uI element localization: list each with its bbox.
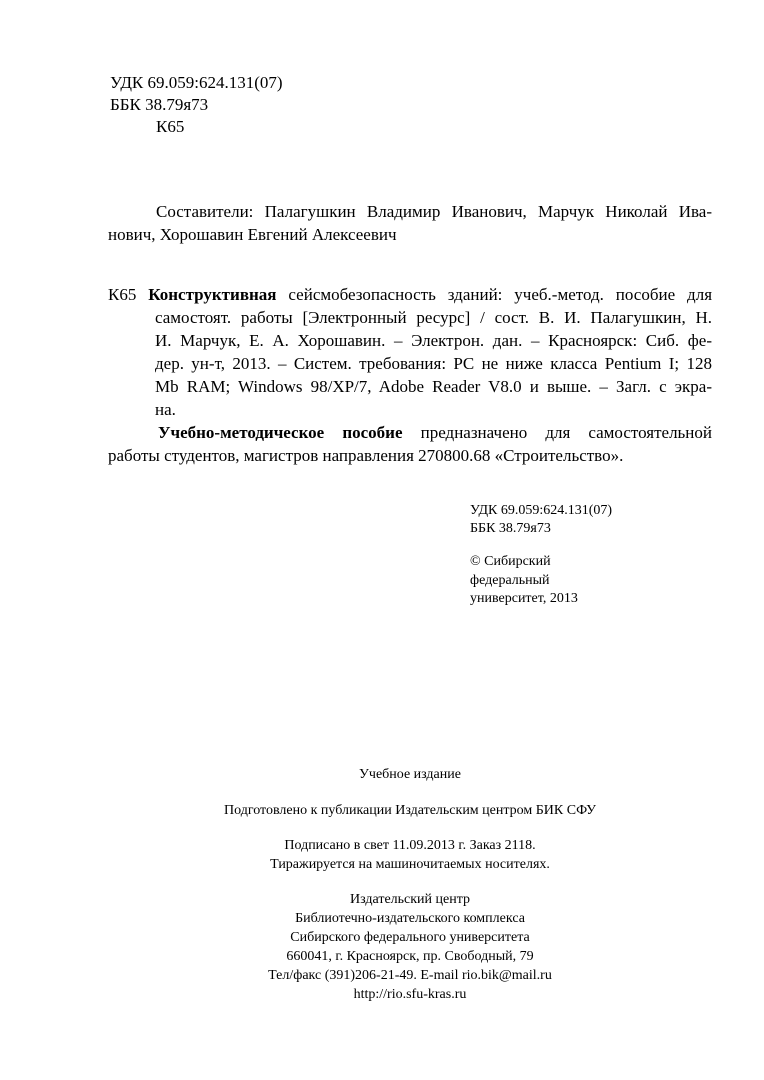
biblio-line1-rest: сейсмобезопасность зданий: учеб.-метод. пособие для (288, 285, 713, 304)
copyright-line: федеральный (470, 572, 550, 588)
signed-line: Подписано в свет 11.09.2013 г. Заказ 2118. (284, 838, 536, 853)
replicated-line: Тиражируется на машиночитаемых носителях. (270, 857, 550, 872)
biblio-code: К65 (108, 285, 137, 304)
publisher-url: http://rio.sfu-kras.ru (353, 987, 467, 1002)
annotation-line (108, 421, 712, 444)
copyright-line: университет, 2013 (470, 591, 578, 606)
author-mark: К65 (156, 117, 185, 136)
classification-codes (110, 72, 283, 138)
publisher-info (110, 890, 710, 1004)
biblio-title-bold: Конструктивная (148, 285, 277, 304)
biblio-line: И. Марчук, Е. А. Хорошавин. – Электрон. дан. – Красноярск: Сиб. фе- (155, 331, 712, 350)
compilers-paragraph (108, 200, 712, 246)
publisher-address: 660041, г. Красноярск, пр. Свободный, 79 (286, 949, 534, 964)
biblio-line: на. (155, 400, 176, 419)
bibliographic-entry (108, 283, 712, 421)
signing-info (110, 836, 710, 874)
publisher-line: Сибирского федерального университета (290, 930, 530, 945)
publisher-contacts: Тел/факс (391)206-21-49. E-mail rio.bik@mail.ru (268, 968, 552, 983)
biblio-line: самостоят. работы [Электронный ресурс] / сост. В. И. Палагушкин, Н. (155, 308, 712, 327)
publisher-line: Издательский центр (349, 892, 471, 907)
annotation-bold: Учебно-методическое пособие (158, 423, 403, 442)
biblio-line: Mb RAM; Windows 98/XP/7, Adobe Reader V8.0 и выше. – Загл. с экра- (155, 377, 712, 396)
prepared-notice: Подготовлено к публикации Издательским центром БИК СФУ (224, 803, 596, 818)
annotation-paragraph (108, 421, 712, 467)
udk-code: УДК 69.059:624.131(07) (110, 73, 283, 92)
bbk-code: ББК 38.79я73 (110, 95, 209, 114)
annotation-line1-rest: предназначено для самостоятельной (420, 423, 713, 442)
right-bbk-code: ББК 38.79я73 (470, 521, 551, 536)
edition-type: Учебное издание (359, 767, 461, 782)
compilers-line: нович, Хорошавин Евгений Алексеевич (108, 225, 397, 244)
biblio-line: дер. ун-т, 2013. – Систем. требования: PC не ниже класса Pentium I; 128 (155, 354, 712, 373)
compilers-line: Составители: Палагушкин Владимир Иванович, Марчук Николай Ива- (156, 202, 712, 221)
right-udk-code: УДК 69.059:624.131(07) (470, 503, 613, 518)
annotation-line: работы студентов, магистров направления 270800.68 «Строительство». (108, 446, 624, 465)
copyright-notice (470, 553, 578, 609)
biblio-line (108, 283, 712, 306)
publisher-line: Библиотечно-издательского комплекса (295, 911, 525, 926)
right-codes (470, 502, 612, 538)
copyright-line: © Сибирский (470, 554, 551, 569)
